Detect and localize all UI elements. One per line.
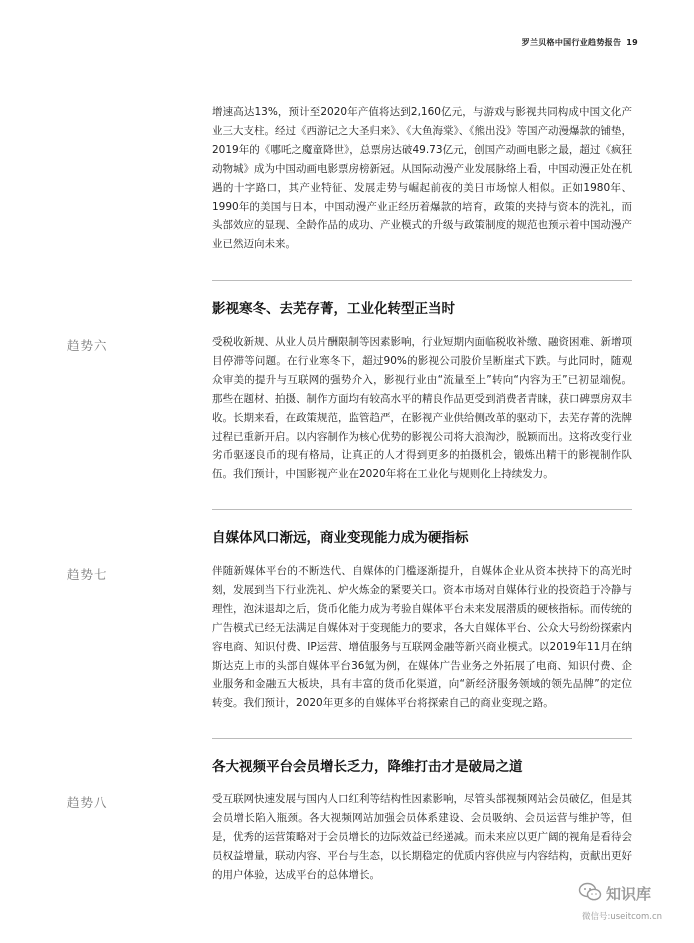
section-body-trend-8: [212, 790, 632, 885]
section-heading-trend-7: 自媒体风口渐远，商业变现能力成为硬指标: [212, 530, 469, 546]
wechat-icon: [578, 880, 602, 904]
report-header: [522, 37, 638, 48]
section-body-trend-7: [212, 562, 632, 713]
section-label-trend-7: 趋势七: [67, 567, 108, 582]
divider-2: [212, 509, 632, 510]
report-title: 罗兰贝格中国行业趋势报告: [521, 38, 622, 47]
watermark: [578, 880, 688, 930]
divider-1: [212, 280, 632, 281]
section-heading-trend-6: 影视寒冬、去芜存菁，工业化转型正当时: [212, 301, 455, 317]
section-label-trend-8: 趋势八: [67, 795, 108, 810]
section-paragraph-trend-8: 受互联网快速发展与国内人口红利等结构性因素影响，尽管头部视频网站会员破亿，但是其会员增长陷入瓶颈。各大视频网站加强会员体系建设、会员吸纳、会员运营与维护等，但是，优秀的运营策略对于会员增长的边际效益已经递减。而未来应以更广阔的视角是看待会员权益增量，联动内容、平台与生态，以长期稳定的优质内容供应与内容结构，贡献出更好的用户体验，达成平台的总体增长。: [212, 793, 632, 881]
section-label-trend-6: 趋势六: [67, 338, 108, 353]
section-heading-trend-8: 各大视频平台会员增长乏力，降维打击才是破局之道: [212, 759, 523, 775]
section-paragraph-trend-7: 伴随新媒体平台的不断迭代、自媒体的门槛逐渐提升，自媒体企业从资本挟持下的高光时刻，发展到当下行业洗礼、炉火炼金的紧要关口。资本市场对自媒体行业的投资趋于冷静与理性，泡沫退却之后，货币化能力成为考验自媒体平台未来发展潜质的硬核指标。而传统的广告模式已经无法满足自媒体对于变现能力的要求，各大自媒体平台、公众大号纷纷探索内容电商、知识付费、IP运营、增值服务与互联网金融等新兴商业模式。以2019年11月在纳斯达克上市的头部自媒体平台36氪为例，在媒体广告业务之外拓展了电商、知识付费、企业服务和金融五大板块，具有丰富的货币化渠道，向“新经济服务领域的领先品牌”的定位转变。我们预计，2020年更多的自媒体平台将探索自己的商业变现之路。: [212, 565, 632, 710]
watermark-name: 知识库: [606, 885, 652, 903]
divider-3: [212, 738, 632, 739]
section-paragraph-trend-6: 受税收新规、从业人员片酬限制等因素影响，行业短期内面临税收补缴、融资困难、新增项目停滞等问题。在行业寒冬下，超过90%的影视公司股价呈断崖式下跌。与此同时，随观众审美的提升与互联网的强势介入，影视行业由“流量至上”转向“内容为王”已初显端倪。那些在题材、拍摄、制作方面均有较高水平的精良作品更受到消费者青睐，获口碑票房双丰收。长期来看，在政策规范，监管趋严，在影视产业供给侧改革的驱动下，去芜存菁的洗牌过程已重新开启。以内容制作为核心优势的影视公司将大浪淘沙，脱颖而出。这将改变行业劣币驱逐良币的现有格局，让真正的人才得到更多的拍摄机会，锻炼出精干的影视制作队伍。我们预计，中国影视产业在2020年将在工业化与规则化上持续发力。: [212, 336, 632, 481]
intro-paragraph: 增速高达13%，预计至2020年产值将达到2,160亿元，与游戏与影视共同构成中国文化产业三大支柱。经过《西游记之大圣归来》、《大鱼海棠》、《熊出没》等国产动漫爆款的铺垫，2019年的《哪吒之魔童降世》，总票房达破49.73亿元，创国产动画电影之最，超过《疯狂动物城》成为中国动画电影票房榜新冠。从国际动漫产业发展脉络上看，中国动漫正处在机遇的十字路口，其产业特征、发展走势与崛起前夜的美日市场惊人相似。正如1980年、1990年的美国与日本，中国动漫产业正经历着爆款的培育，政策的夹持与资本的洗礼，而头部效应的显现、全龄作品的成功、产业模式的升级与政策制度的规范也预示着中国动漫产业已然迈向未来。: [212, 106, 632, 251]
watermark-sub: 微信号:useitcom.cn: [582, 912, 663, 922]
intro-block: [212, 103, 632, 254]
section-body-trend-6: [212, 333, 632, 484]
page-number: 19: [626, 38, 638, 47]
